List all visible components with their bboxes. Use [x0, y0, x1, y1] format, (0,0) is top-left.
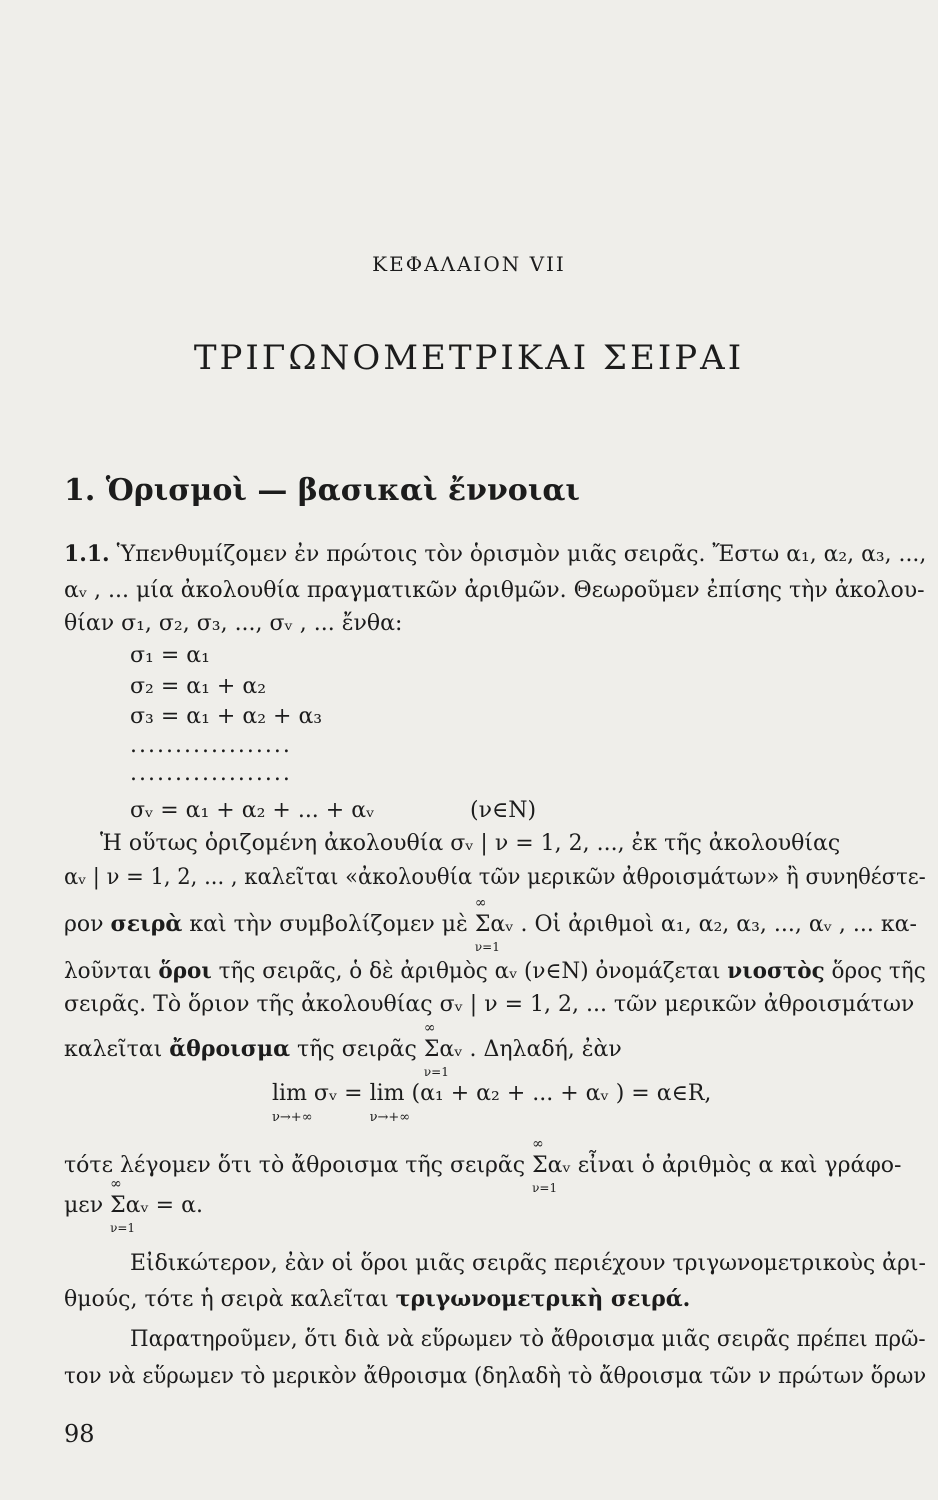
paragraph-3-line-2 — [64, 1176, 203, 1235]
paragraph-2-line-1: Ἡ οὕτως ὁριζομένη ἀκολουθία σᵥ | ν = 1, 2, ..., ἐκ τῆς ἀκολουθίας — [100, 831, 841, 856]
paragraph-5-line-2: τον νὰ εὕρωμεν τὸ μερικὸν ἄθροισμα (δηλαδὴ τὸ ἄθροισμα τῶν ν πρώτων ὅρων — [64, 1364, 927, 1389]
limit-subscript: ν→+∞ — [272, 1110, 313, 1125]
equation-sigma-1: σ₁ = α₁ — [130, 643, 210, 668]
sum-symbol — [423, 1020, 449, 1079]
equation-sigma-2: σ₂ = α₁ + α₂ — [130, 674, 267, 699]
page-number: 98 — [64, 1420, 95, 1448]
text: μεν — [64, 1193, 111, 1218]
equation-sigma-n: σᵥ = α₁ + α₂ + ... + αᵥ — [130, 798, 375, 823]
paragraph-2-line-3 — [64, 895, 917, 954]
sigma: Σ — [423, 1037, 440, 1062]
paragraph-2-line-2: αᵥ | ν = 1, 2, ... , καλεῖται «ἀκολουθία τῶν μερικῶν ἀθροισμάτων» ἢ συνηθέστε- — [64, 865, 926, 890]
paragraph-4-line-1: Εἰδικώτερον, ἐὰν οἱ ὅροι μιᾶς σειρᾶς περιέχουν τριγωνομετρικοὺς ἀρι- — [130, 1251, 926, 1276]
sum-symbol — [532, 1136, 558, 1195]
sum-symbol — [474, 895, 500, 954]
sum-lower: ν=1 — [110, 1221, 136, 1235]
text: καλεῖται — [64, 1037, 170, 1062]
text: ὅρος τῆς — [824, 959, 926, 984]
sigma: Σ — [474, 912, 491, 937]
text: τῆς σειρᾶς, ὁ δὲ ἀριθμὸς αᵥ (ν∈N) ὀνομάζεται — [211, 959, 728, 984]
text: αᵥ . Δηλαδή, ἐὰν — [439, 1037, 622, 1062]
section-title: 1. Ὁρισμοὶ — βασικαὶ ἔννοιαι — [64, 473, 580, 508]
sum-upper: ∞ — [110, 1176, 122, 1192]
sum-lower: ν=1 — [474, 940, 500, 954]
sigma: Σ — [532, 1153, 548, 1178]
sum-upper: ∞ — [474, 895, 487, 911]
chapter-title: ΤΡΙΓΩΝΟΜΕΤΡΙΚΑΙ ΣΕΙΡΑΙ — [193, 338, 745, 378]
text: αᵥ = α. — [125, 1193, 203, 1218]
paragraph-2-line-4 — [64, 957, 926, 986]
chapter-label: ΚΕΦΑΛΑΙΟΝ VII — [372, 252, 566, 276]
text: αᵥ . Οἱ ἀριθμοὶ α₁, α₂, α₃, ..., αᵥ , ... κα- — [490, 912, 917, 937]
text: αᵥ εἶναι ὁ ἀριθμὸς α καὶ γράφο- — [547, 1153, 902, 1178]
term-sum: ἄθροισμα — [169, 1036, 291, 1062]
paragraph-2-line-6 — [64, 1020, 622, 1079]
text: ρον — [64, 912, 111, 937]
limit-subscript: ν→+∞ — [369, 1110, 411, 1125]
sum-upper: ∞ — [532, 1136, 544, 1152]
paragraph-1-line-3: θίαν σ₁, σ₂, σ₃, ..., σᵥ , ... ἔνθα: — [64, 611, 403, 636]
sigma: Σ — [110, 1193, 126, 1218]
text: λοῦνται — [64, 959, 159, 984]
equation-sigma-3: σ₃ = α₁ + α₂ + α₃ — [130, 704, 323, 729]
sum-upper: ∞ — [423, 1020, 436, 1036]
paragraph-2-line-5: σειρᾶς. Τὸ ὅριον τῆς ἀκολουθίας σᵥ | ν = 1, 2, ... τῶν μερικῶν ἀθροισμάτων — [64, 992, 915, 1017]
text: lim σᵥ — [272, 1081, 338, 1106]
paragraph-1-line-1 — [64, 540, 926, 569]
sum-lower: ν=1 — [423, 1065, 449, 1079]
limit-equation — [272, 1080, 712, 1125]
limit-2 — [369, 1080, 712, 1125]
paragraph-3-line-1 — [64, 1136, 902, 1195]
sum-symbol — [110, 1176, 136, 1235]
sum-lower: ν=1 — [532, 1181, 558, 1195]
limit-1 — [272, 1080, 338, 1125]
text: θμούς, τότε ἡ σειρὰ καλεῖται — [64, 1287, 396, 1312]
text: Ὑπενθυμίζομεν ἐν πρώτοις τὸν ὁρισμὸν μιᾶς σειρᾶς. Ἔστω α₁, α₂, α₃, ..., — [116, 542, 927, 567]
text: καὶ τὴν συμβολίζομεν μὲ — [182, 912, 475, 937]
ellipsis-row-2: .................. — [130, 761, 292, 786]
ellipsis-row-1: .................. — [130, 733, 292, 758]
paragraph-5-line-1: Παρατηροῦμεν, ὅτι διὰ νὰ εὕρωμεν τὸ ἄθροισμα μιᾶς σειρᾶς πρέπει πρῶ- — [130, 1327, 926, 1352]
text: τῆς σειρᾶς — [290, 1037, 424, 1062]
term-series: σειρὰ — [110, 911, 183, 937]
equation-condition: (ν∈N) — [470, 798, 537, 823]
term-nth: νιοστὸς — [727, 958, 825, 984]
paragraph-1-line-2: αᵥ , ... μία ἀκολουθία πραγματικῶν ἀριθμῶν. Θεωροῦμεν ἐπίσης τὴν ἀκολου- — [64, 578, 925, 603]
text: lim (α₁ + α₂ + ... + αᵥ ) = α∈R, — [369, 1081, 712, 1106]
term-terms: ὅροι — [158, 958, 212, 984]
paragraph-number: 1.1. — [64, 541, 110, 567]
paragraph-4-line-2 — [64, 1285, 690, 1314]
text: = — [337, 1081, 370, 1106]
text: τότε λέγομεν ὅτι τὸ ἄθροισμα τῆς σειρᾶς — [64, 1153, 533, 1178]
term-trig-series: τριγωνομετρικὴ σειρά. — [395, 1286, 691, 1312]
